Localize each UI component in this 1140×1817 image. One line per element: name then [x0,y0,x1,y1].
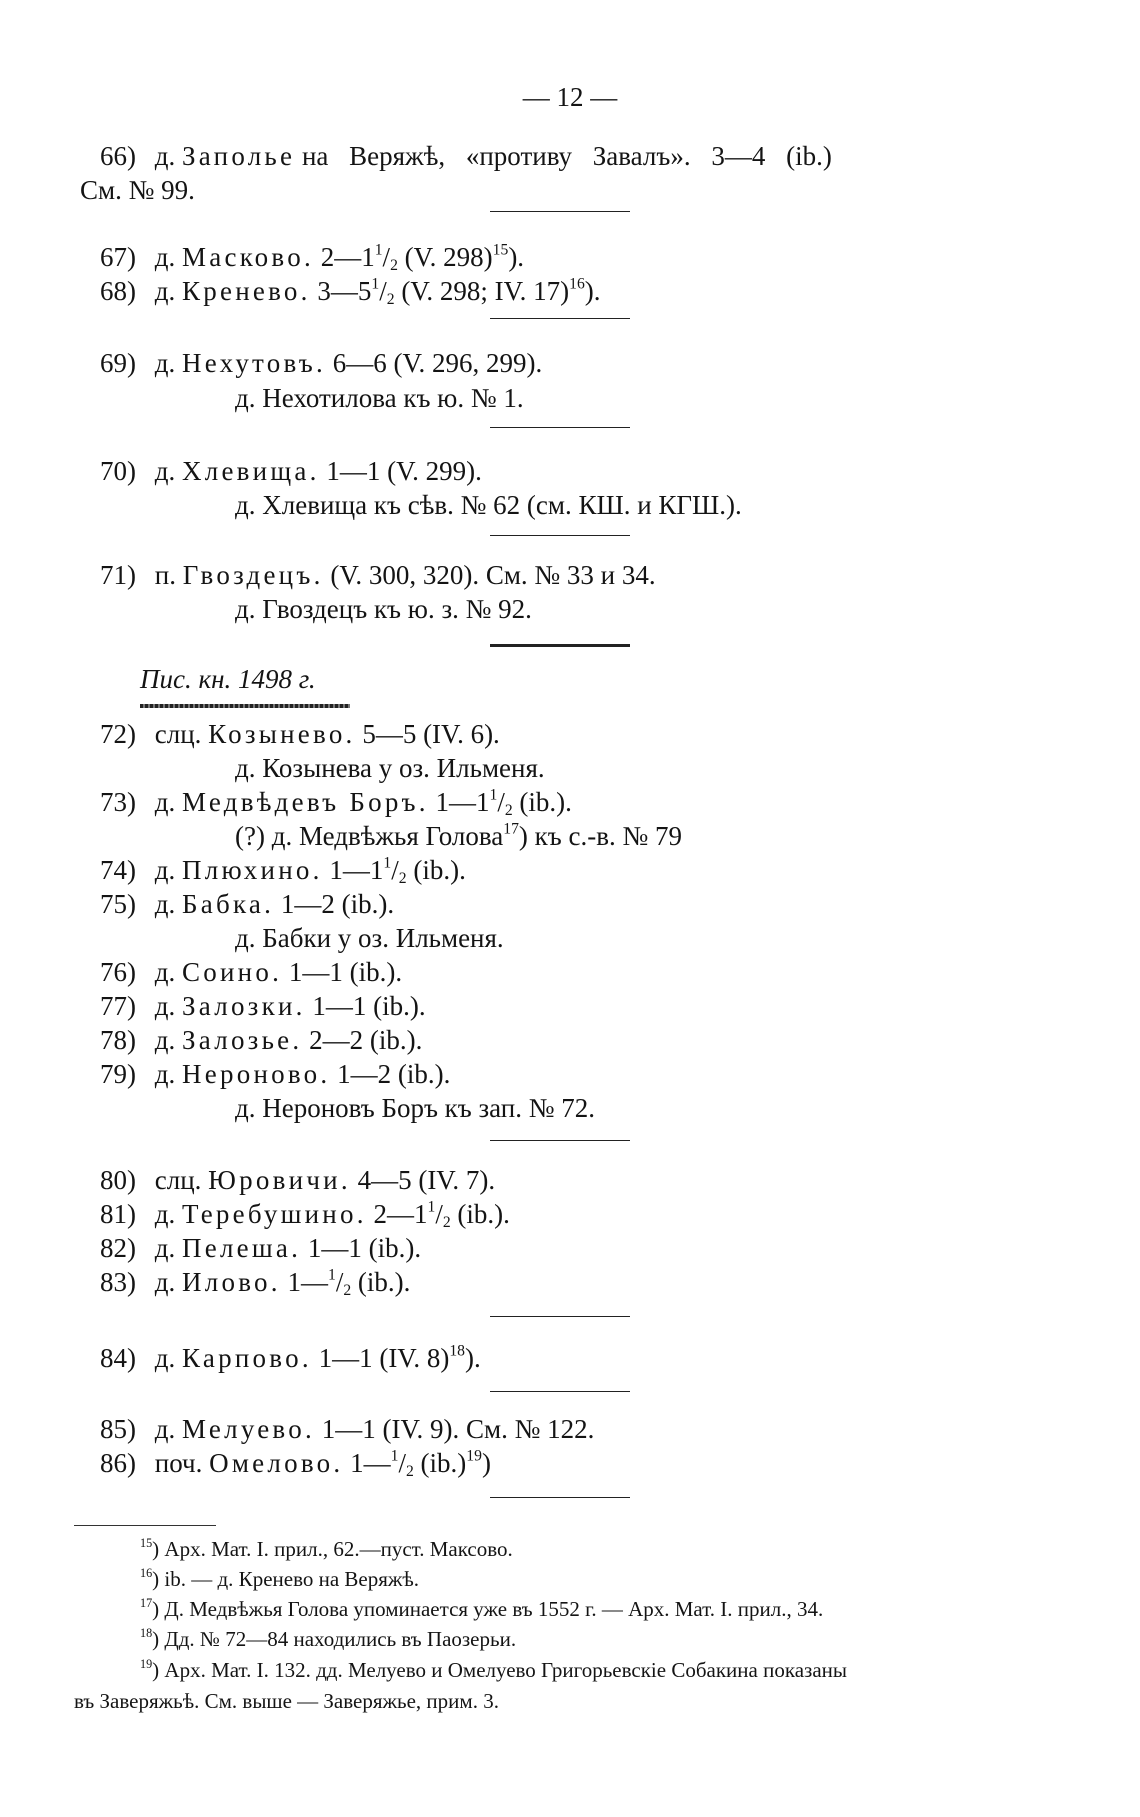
entry-name: Бабка. [182,889,275,919]
entry-80 [58,1163,495,1197]
entry-kind: поч. [154,1448,203,1478]
entry-kind: д. [154,1199,176,1229]
entry-name: Илово. [182,1267,281,1297]
entry-number: 80) [100,1165,136,1195]
fraction-denominator: 2 [343,1281,352,1299]
entry-75 [58,887,394,921]
entry-text: 1—1 (ib.). [307,1233,422,1263]
entry-kind: п. [154,560,176,590]
entry-text: 6—6 (V. 296, 299). [332,348,543,378]
separator-rule [490,1316,630,1317]
entry-sub-text: ) къ с.-в. № 79 [518,821,682,851]
entry-number: 66) [100,141,136,171]
entry-text: 2—2 (ib.). [309,1025,423,1055]
footnote-15 [140,1535,513,1564]
footnote-ref: 19 [466,1447,482,1465]
entry-text: 5—5 (IV. 6). [362,719,500,749]
footnote-mark: 19 [140,1656,153,1671]
entry-71 [58,558,656,592]
entry-84 [58,1341,481,1375]
entry-source: (ib.). [519,787,572,817]
entry-86: 86) поч. Омелово. $1—^1/_2$ $(ib.)^{19}$) [58,1446,491,1480]
entry-68: 68) д. Кренево. $3—5^1/_2$ (V. 298; IV. 17)$^{16}$). [58,274,601,308]
entry-number: 67) [100,242,136,272]
entry-kind: д. [154,1267,176,1297]
entry-source: (ib.). [457,1199,510,1229]
separator-rule [490,1140,630,1141]
entry-79 [58,1057,450,1091]
entry-text: 4—5 (IV. 7). [357,1165,496,1195]
entry-count: 1—1 [329,855,384,885]
entry-67: 67) д. Масково. $2—1^1/_2$ (V. 298)$^{15}$). [58,240,524,274]
entry-69-sub: д. Нехотилова къ ю. № 1. [235,383,524,413]
entry-text: на Веряжѣ, «противу Завалъ». 3—4 (ib.) [301,141,832,171]
fraction-denominator: 2 [405,1462,414,1480]
fraction-denominator: 2 [442,1213,451,1231]
entry-source: (V. 298) [404,242,493,272]
entry-kind: д. [154,1233,176,1263]
footnote-text: ) Д. Медвѣжья Голова упоминается уже въ 1552 г. — Арх. Мат. I. прил., 34. [152,1597,824,1621]
entry-name: Хлевища. [182,456,320,486]
entry-name: Соино. [182,957,283,987]
separator-rule [490,1391,630,1392]
entry-text: (V. 300, 320). См. № 33 и 34. [330,560,656,590]
entry-74: 74) д. Плюхино. $1—1^1/_2$ (ib.). [58,853,466,887]
entry-kind: д. [154,855,176,885]
footnote-18 [140,1625,516,1654]
footnote-separator [74,1525,216,1526]
entry-73-sub [235,819,682,853]
entry-number: 77) [100,991,136,1021]
footnote-mark: 18 [140,1625,153,1640]
entry-kind: д. [154,957,176,987]
entry-kind: д. [154,1343,176,1373]
entry-end: ). [584,276,601,306]
fraction-denominator: 2 [504,801,513,819]
entry-number: 82) [100,1233,136,1263]
entry-number: 81) [100,1199,136,1229]
fraction-numerator: 1 [374,241,383,259]
entry-end: ). [464,1343,481,1373]
footnote-mark: 16 [140,1565,153,1580]
entry-71-sub: д. Гвоздецъ къ ю. з. № 92. [235,594,532,624]
separator-rule [490,318,630,319]
entry-number: 79) [100,1059,136,1089]
entry-number: 69) [100,348,136,378]
entry-number: 86) [100,1448,136,1478]
entry-name: Мелуево. [182,1414,315,1444]
entry-end: ). [508,242,525,272]
separator-rule [490,211,630,212]
entry-name: Омелово. [209,1448,344,1478]
entry-text: 1—2 (ib.). [337,1059,451,1089]
entry-70-sub: д. Хлевища къ сѣв. № 62 (см. КШ. и КГШ.). [235,490,742,520]
entry-kind: д. [154,141,176,171]
separator-rule [490,1497,630,1498]
footnote-text: ) Дд. № 72—84 находились въ Паозерьи. [152,1627,517,1651]
footnote-ref: 15 [492,241,509,259]
entry-kind: слц. [154,719,202,749]
entry-66-continuation: См. № 99. [80,175,195,205]
entry-81: 81) д. Теребушино. $2—1^1/_2$ (ib.). [58,1197,510,1231]
fraction-numerator: 1 [371,275,380,293]
entry-83: 83) д. Илово. $1—^1/_2$ (ib.). [58,1265,410,1299]
entry-text: 1—1 (ib.). [288,957,403,987]
footnote-ref: 16 [569,275,585,293]
entry-66 [58,139,832,173]
entry-count: 2—1 [373,1199,428,1229]
entry-number: 73) [100,787,136,817]
entry-72 [58,717,500,751]
entry-79-sub: д. Нероновъ Боръ къ зап. № 72. [235,1093,596,1123]
entry-name: Медвѣдевъ Боръ. [182,787,429,817]
entry-name: Нехутовъ. [182,348,326,378]
entry-76 [58,955,402,989]
entry-85 [58,1412,594,1446]
section-heading: Пис. кн. 1498 г. [140,664,316,694]
footnote-ref: 18 [449,1342,465,1360]
entry-kind: д. [154,1414,176,1444]
fraction-denominator: 2 [386,290,395,308]
footnote-19 [140,1656,847,1685]
fraction-numerator: 1 [327,1266,336,1284]
fraction-numerator: 1 [383,854,392,872]
entry-name: Гвоздецъ. [182,560,324,590]
entry-number: 84) [100,1343,136,1373]
entry-number: 85) [100,1414,136,1444]
entry-number: 76) [100,957,136,987]
entry-75-sub: д. Бабки у оз. Ильменя. [235,923,504,953]
entry-number: 74) [100,855,136,885]
footnote-text: ) Арх. Мат. I. 132. дд. Мелуево и Омелуево Григорьевскіе Собакина показаны [152,1658,847,1682]
entry-text: 1—2 (ib.). [280,889,395,919]
section-heading-underline [140,704,350,708]
fraction-denominator: 2 [398,869,407,887]
fraction-numerator: 1 [489,786,498,804]
entry-count: 3—5 [317,276,372,306]
entry-number: 72) [100,719,136,749]
entry-count: 1— [350,1448,391,1478]
footnote-mark: 17 [140,1595,153,1610]
entry-number: 71) [100,560,136,590]
entry-78 [58,1023,422,1057]
entry-name: Нероново. [182,1059,331,1089]
fraction-denominator: 2 [390,256,398,274]
entry-text: 1—1 (IV. 9). См. № 122. [321,1414,595,1444]
entry-kind: д. [154,1025,176,1055]
entry-kind: д. [154,456,176,486]
footnote-19-continuation: въ Заверяжьѣ. См. выше — Заверяжье, прим. 3. [74,1689,499,1713]
entry-source: (ib.). [413,855,466,885]
entry-name: Заполье [182,141,296,171]
entry-name: Карпово. [182,1343,312,1373]
entry-kind: д. [154,787,176,817]
entry-count: 1—1 [435,787,490,817]
fraction-numerator: 1 [390,1447,399,1465]
entry-text: 1—1 (IV. 8) [318,1343,450,1373]
entry-kind: д. [154,991,176,1021]
entry-count: 2—1 [320,242,375,272]
entry-kind: слц. [154,1165,202,1195]
entry-sub-text: (?) д. Медвѣжья Голова [235,821,504,851]
entry-count: 1— [287,1267,328,1297]
entry-source: (V. 298; IV. 17) [401,276,570,306]
entry-69 [58,346,542,380]
entry-end: ) [481,1448,491,1478]
entry-kind: д. [154,242,176,272]
fraction-numerator: 1 [427,1198,436,1216]
entry-kind: д. [154,276,176,306]
entry-name: Юровичи. [208,1165,351,1195]
entry-number: 70) [100,456,136,486]
entry-number: 78) [100,1025,136,1055]
footnote-text: ) Арх. Мат. I. прил., 62.—пуст. Максово. [152,1537,513,1561]
footnote-text: ) ib. — д. Кренево на Веряжѣ. [152,1567,420,1591]
entry-name: Залозки. [182,991,306,1021]
entry-name: Плюхино. [182,855,323,885]
entry-77 [58,989,426,1023]
entry-name: Теребушино. [182,1199,367,1229]
entry-text: 1—1 (V. 299). [326,456,482,486]
separator-rule [490,535,630,536]
entry-text: 1—1 (ib.). [312,991,426,1021]
entry-kind: д. [154,348,176,378]
entry-name: Козынево. [208,719,356,749]
entry-kind: д. [154,889,176,919]
page-number: — 12 — [522,82,618,112]
entry-name: Кренево. [182,276,311,306]
entry-72-sub: д. Козынева у оз. Ильменя. [235,753,545,783]
entry-source: (ib.) [420,1448,467,1478]
separator-rule [490,427,630,428]
entry-number: 83) [100,1267,136,1297]
entry-name: Залозье. [182,1025,303,1055]
entry-82 [58,1231,421,1265]
footnote-17 [140,1595,823,1624]
entry-kind: д. [154,1059,176,1089]
section-rule [490,644,630,647]
entry-source: (ib.). [357,1267,411,1297]
entry-name: Масково. [182,242,314,272]
footnote-ref: 17 [503,820,519,838]
footnote-mark: 15 [140,1535,153,1550]
entry-70 [58,454,482,488]
entry-number: 68) [100,276,136,306]
footnote-16 [140,1565,419,1594]
entry-73: 73) д. Медвѣдевъ Боръ. $1—1^1/_2$ (ib.). [58,785,572,819]
entry-number: 75) [100,889,136,919]
entry-name: Пелеша. [182,1233,302,1263]
